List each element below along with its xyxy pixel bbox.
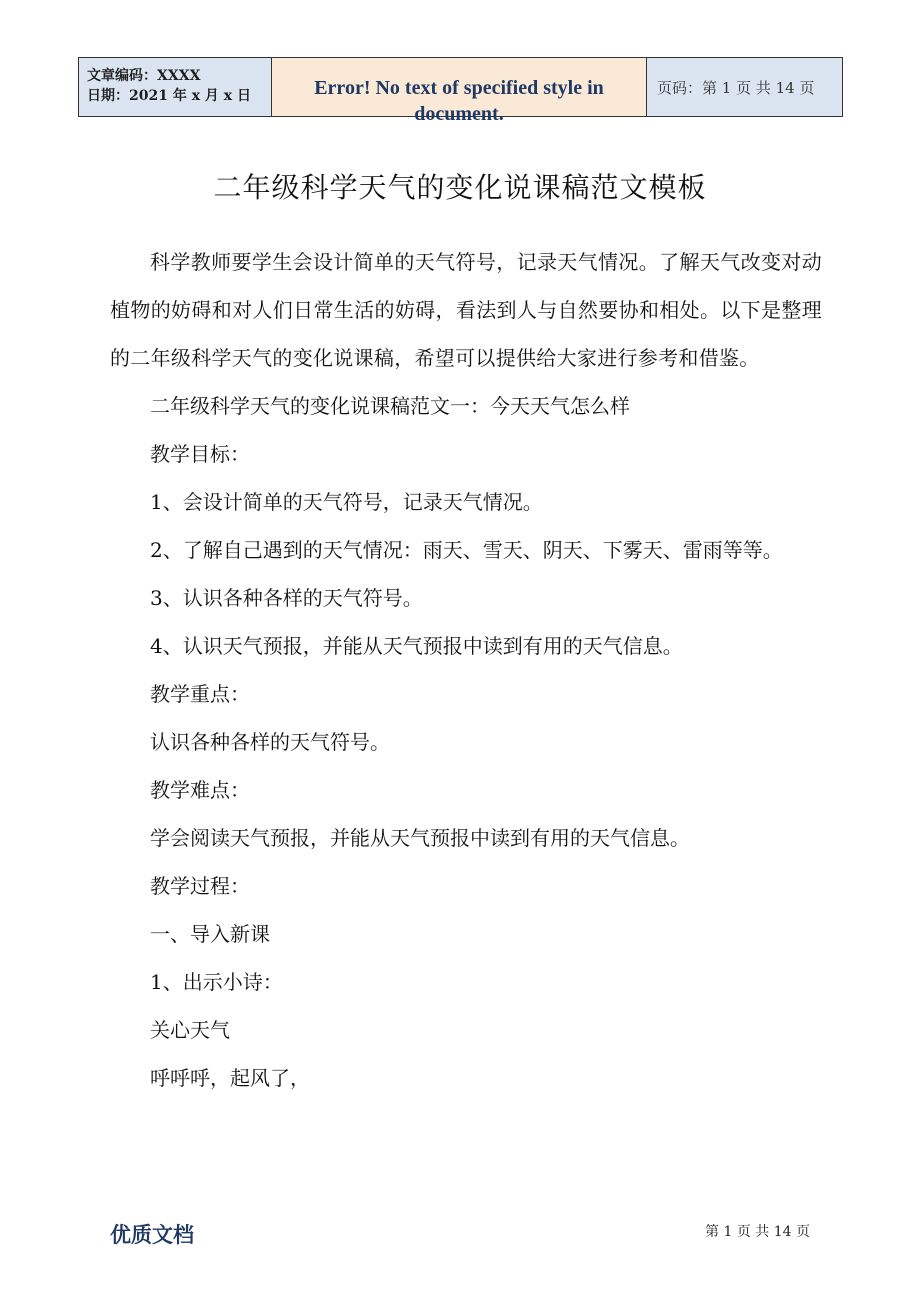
- teaching-key-text: 认识各种各样的天气符号。: [150, 730, 390, 754]
- header-error-cell: [272, 58, 647, 125]
- header-table: [78, 57, 843, 125]
- header-error-text: Error! No text of specified style in document.: [314, 77, 604, 125]
- header-page-info: 页码：第 1 页 共 14 页: [657, 79, 815, 97]
- goal-item: 3、认识各种各样的天气符号。: [150, 586, 423, 610]
- teaching-goals-label: 教学目标：: [150, 442, 250, 466]
- goal-item: 4、认识天气预报，并能从天气预报中读到有用的天气信息。: [150, 634, 683, 658]
- article-date: 日期：2021 年 x 月 x 日: [87, 88, 252, 104]
- teaching-difficulty-text: 学会阅读天气预报，并能从天气预报中读到有用的天气信息。: [150, 826, 690, 850]
- teaching-process-label: 教学过程：: [150, 874, 250, 898]
- intro-paragraph: 科学教师要学生会设计简单的天气符号，记录天气情况。了解天气改变对动植物的妨碍和对人们日常生活的妨碍，看法到人与自然要协和相处。以下是整理的二年级科学天气的变化说课稿，希望可以提供给大家进行参考和借鉴。: [110, 250, 822, 370]
- document-body: [110, 238, 822, 1102]
- header-page-cell: [647, 58, 842, 116]
- footer-brand: 优质文档: [110, 1223, 194, 1247]
- poem-title: 关心天气: [150, 1018, 230, 1042]
- teaching-key-label: 教学重点：: [150, 682, 250, 706]
- goal-item: 2、了解自己遇到的天气情况：雨天、雪天、阴天、下雾天、雷雨等等。: [150, 538, 783, 562]
- goal-item: 1、会设计简单的天气符号，记录天气情况。: [150, 490, 543, 514]
- article-code: 文章编码：XXXX: [87, 68, 201, 84]
- process-step: 1、出示小诗：: [150, 970, 283, 994]
- document-title: 二年级科学天气的变化说课稿范文模板: [213, 171, 707, 204]
- process-step: 一、导入新课: [150, 922, 270, 946]
- section-heading: 二年级科学天气的变化说课稿范文一：今天天气怎么样: [150, 394, 630, 418]
- teaching-difficulty-label: 教学难点：: [150, 778, 250, 802]
- header-meta-cell: [79, 58, 272, 116]
- poem-line: 呼呼呼，起风了，: [150, 1066, 310, 1090]
- footer-page-info: 第 1 页 共 14 页: [705, 1224, 810, 1240]
